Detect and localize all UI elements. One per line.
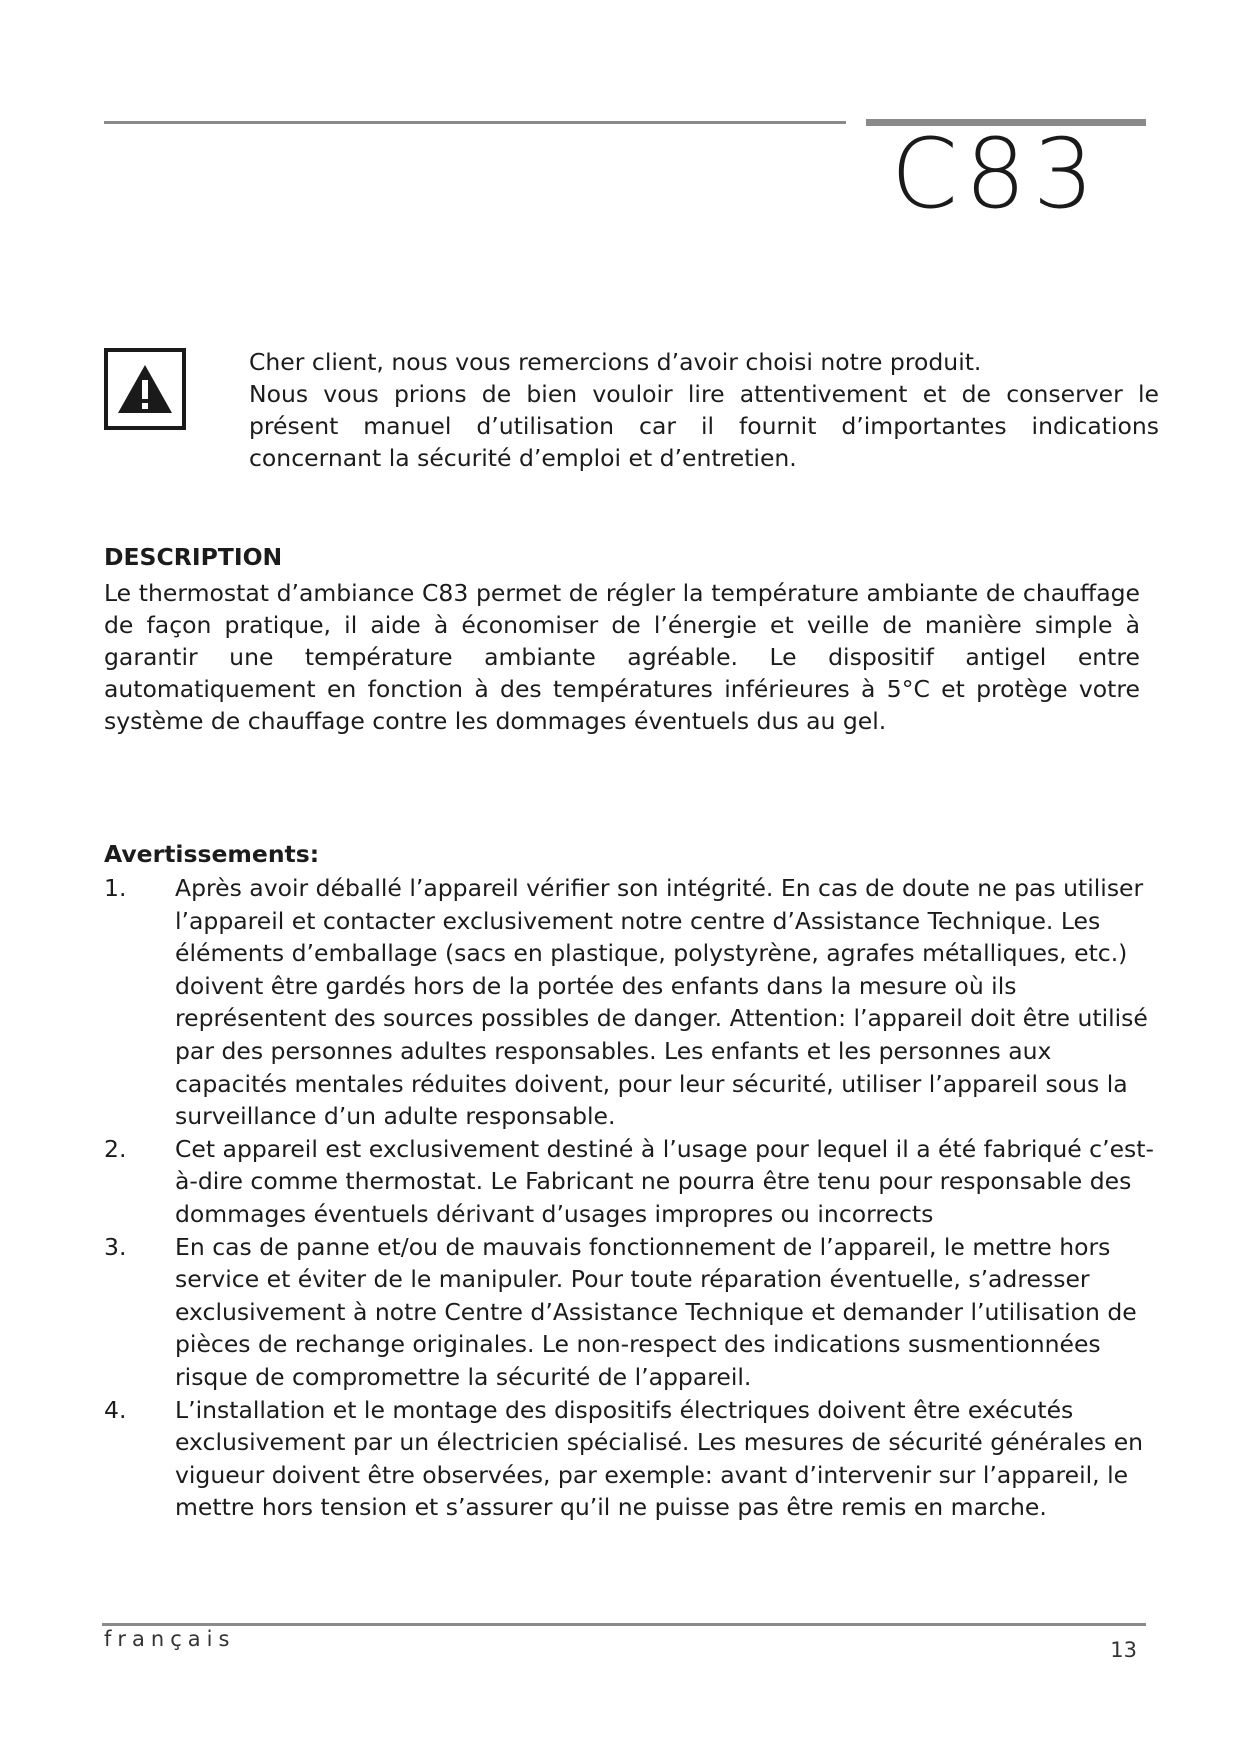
warning-item [104,1394,1164,1524]
description-text: Le thermostat d’ambiance C83 permet de régler la température ambiante de chauffage de façon pratique, il aide à économiser de l’énergie et veille de manière simple à garantir une température ambiante agréable. Le dispositif antigel entre automatiquement en fonction à des températures inférieures à 5°C et protège votre système de chauffage contre les dommages éventuels dus au gel. [104,579,1140,735]
warning-item [104,872,1164,1133]
model-title: C83 [890,118,1101,230]
warning-item [104,1231,1164,1394]
warning-number: 4. [104,1395,127,1424]
warning-text: En cas de panne et/ou de mauvais fonctionnement de l’appareil, le mettre hors service et éviter de le manipuler. Pour toute réparation éventuelle, s’adresser exclusivement à notre Centre d’Assistance Technique et demander l’utilisation de pièces de rechange originales. Le non-respect des indications susmentionnées risque de compromettre la sécurité de l’appareil. [175,1232,1137,1391]
intro-text [249,346,1159,474]
warning-item [104,1133,1164,1231]
warning-text: Après avoir déballé l’appareil vérifier son intégrité. En cas de doute ne pas utiliser l’appareil et contacter exclusivement notre centre d’Assistance Technique. Les éléments d’emballage (sacs en plastique, polystyrène, agrafes métalliques, etc.) doivent être gardés hors de la portée des enfants dans la mesure où ils représentent des sources possibles de danger. Attention: l’appareil doit être utilisé par des personnes adultes responsables. Les enfants et les personnes aux capacités mentales réduites doivent, pour leur sécurité, utiliser l’appareil sous la surveillance d’un adulte responsable. [175,874,1148,1131]
intro-instructions: Nous vous prions de bien vouloir lire attentivement et de conserver le présent manuel d’utilisation car il fournit d’importantes indications concernant la sécurité d’emploi et d’entretien. [249,380,1159,472]
description-heading: DESCRIPTION [104,543,283,571]
warning-text: L’installation et le montage des dispositifs électriques doivent être exécutés exclusivement par un électricien spécialisé. Les mesures de sécurité générales en vigueur doivent être observées, par exemple: avant d’intervenir sur l’appareil, le mettre hors tension et s’assurer qu’il ne puisse pas être remis en marche. [175,1395,1144,1522]
warning-number: 3. [104,1232,127,1261]
warning-number: 2. [104,1134,127,1163]
footer-language: français [104,1627,236,1651]
intro-greeting: Cher client, nous vous remercions d’avoir choisi notre produit. [249,348,982,376]
header-rule-left [104,121,846,124]
footer-rule [102,1623,1146,1626]
warnings-list [104,872,1164,1524]
warning-number: 1. [104,874,127,902]
warnings-heading: Avertissements: [104,840,320,868]
page-number: 13 [1110,1638,1137,1662]
warning-triangle-icon [104,348,186,430]
warning-text: Cet appareil est exclusivement destiné à l’usage pour lequel il a été fabriqué c’est-à-dire comme thermostat. Le Fabricant ne pourra être tenu pour responsable des dommages éventuels dérivant d’usages impropres ou incorrects [175,1134,1154,1228]
